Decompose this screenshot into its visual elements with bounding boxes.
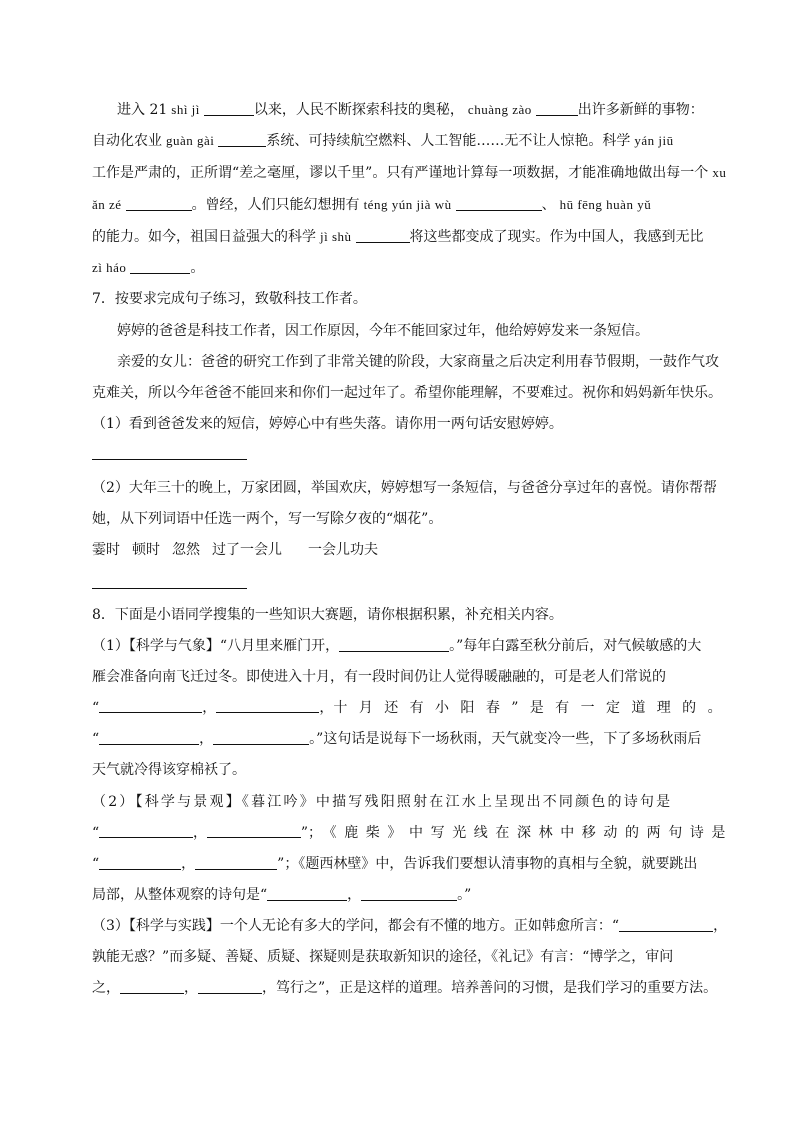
answer-blank[interactable] <box>213 730 309 745</box>
text: 自动化农业 <box>92 133 162 149</box>
answer-blank[interactable] <box>99 698 202 713</box>
text: 。”这句话是说每下一场秋雨，天气就变冷一些，下了多场秋雨后 <box>309 731 702 747</box>
text: ， <box>347 887 362 903</box>
text: ， <box>202 700 217 716</box>
text: ， <box>199 731 214 747</box>
text: 。曾经，人们只能幻想拥有 <box>191 197 360 213</box>
word-option: 过了一会儿 <box>212 542 282 558</box>
pinyin: zì háo <box>92 260 127 275</box>
answer-blank[interactable] <box>619 917 713 932</box>
question-7-message-line-1: 亲爱的女儿：爸爸的研究工作到了非常关键的阶段，大家商量之后决定利用春节假期，一鼓作气攻 <box>117 354 719 370</box>
text: “ <box>92 731 100 747</box>
text: 局部，从整体观察的诗句是“ <box>92 887 268 903</box>
passage-line-6 <box>92 258 204 278</box>
text: 、 <box>541 197 556 213</box>
text: ， <box>181 856 196 872</box>
text: “ <box>92 825 100 841</box>
question-8-part-1-line-1 <box>92 636 701 656</box>
question-7-intro: 婷婷的爸爸是科技工作者，因工作原因，今年不能回家过年，他给婷婷发来一条短信。 <box>117 323 649 339</box>
pinyin: guàn gài <box>166 133 215 148</box>
text: 。 <box>190 260 205 276</box>
pinyin: yán jiū <box>634 133 674 148</box>
passage-line-5 <box>92 227 704 247</box>
answer-blank[interactable] <box>195 855 277 870</box>
answer-blank[interactable] <box>204 101 254 116</box>
word-option: 顿时 <box>132 542 160 558</box>
text: “ <box>92 856 100 872</box>
question-8-part-3-line-1 <box>92 916 727 936</box>
answer-blank[interactable] <box>99 855 181 870</box>
question-7-title: 7．按要求完成句子练习，致敬科技工作者。 <box>92 291 367 307</box>
text: （1）【科学与气象】“八月里来雁门开， <box>92 638 340 654</box>
question-8-part-1-line-5: 天气就冷得该穿棉袄了。 <box>92 762 246 778</box>
answer-blank[interactable] <box>130 259 190 274</box>
question-8-title: 8．下面是小语同学搜集的一些知识大赛题，请你根据积累，补充相关内容。 <box>92 607 563 623</box>
pinyin: shì jì <box>171 102 200 117</box>
text: ” <box>300 825 308 841</box>
passage-line-2 <box>92 131 678 151</box>
answer-blank[interactable] <box>216 698 319 713</box>
question-8-part-2-line-2 <box>92 823 733 843</box>
passage-line-4 <box>92 195 655 215</box>
answer-blank[interactable] <box>99 730 199 745</box>
answer-blank[interactable] <box>99 823 193 838</box>
question-8-part-2-line-4 <box>92 885 471 905</box>
text: ， <box>713 918 728 934</box>
question-7-sub-1: （1）看到爸爸发来的短信，婷婷心中有些失落。请你用一两句话安慰婷婷。 <box>92 416 563 432</box>
text: ；《鹿柴》中写光线在深林中移动的两句诗是 <box>308 825 733 841</box>
pinyin: hū fēng huàn yǔ <box>559 197 652 212</box>
question-8-part-1-line-2: 雁会准备向南飞迁过冬。即使进入十月，有一段时间仍让人觉得暖融融的，可是老人们常说的 <box>92 669 666 685</box>
text: 出许多新鲜的事物： <box>577 102 704 118</box>
question-7-sub-2-line-1: （2）大年三十的晚上，万家团圆，举国欢庆，婷婷想写一条短信，与爸爸分享过年的喜悦。请你帮帮 <box>92 480 717 496</box>
question-7-message-line-2: 克难关，所以今年爸爸不能回来和你们一起过年了。希望你能理解，不要难过。祝你和妈妈新年快乐。 <box>92 385 722 401</box>
text: ， <box>193 825 207 841</box>
question-8-part-1-line-3 <box>92 698 733 718</box>
answer-blank[interactable] <box>267 886 347 901</box>
text: （3）【科学与实践】一个人无论有多大的学问，都会有不懂的地方。正如韩愈所言：“ <box>92 918 620 934</box>
pinyin: chuàng zào <box>467 102 532 117</box>
text: 将这些都变成了现实。作为中国人，我感到无比 <box>409 229 704 245</box>
pinyin: xu <box>712 165 727 180</box>
answer-line[interactable] <box>92 588 247 589</box>
question-8-part-1-line-4 <box>92 729 701 749</box>
pinyin: ǎn zé <box>92 197 122 212</box>
text: 。” <box>457 887 472 903</box>
text: 的能力。如今，祖国日益强大的科学 <box>92 229 316 245</box>
passage-line-3 <box>92 163 730 183</box>
pinyin: jì shù <box>320 229 352 244</box>
question-7-sub-2-line-2: 她，从下列词语中任选一两个，写一写除夕夜的“烟花”。 <box>92 511 443 527</box>
text: 工作是严肃的，正所谓“差之毫厘，谬以千里”。只有严谨地计算每一项数据，才能准确地做出每一个 <box>92 165 709 181</box>
answer-blank[interactable] <box>198 979 262 994</box>
text: ”；《题西林壁》中，告诉我们要想认清事物的真相与全貌，就要跳出 <box>277 856 698 872</box>
text: 之， <box>92 980 120 996</box>
word-option: 霎时 <box>92 542 120 558</box>
answer-blank[interactable] <box>456 196 542 211</box>
text: 。”每年白露至秋分前后，对气候敏感的大 <box>449 638 702 654</box>
answer-line[interactable] <box>92 459 247 460</box>
pinyin: téng yún jià wù <box>363 197 452 212</box>
answer-blank[interactable] <box>207 823 301 838</box>
answer-blank[interactable] <box>339 637 449 652</box>
word-option: 忽然 <box>172 542 200 558</box>
question-8-part-3-line-2: 孰能无惑？”而多疑、善疑、质疑、探疑则是获取新知识的途径，《礼记》有言：“博学之，审问 <box>92 949 674 965</box>
text: 系统、可持续航空燃料、人工智能……无不让人惊艳。科学 <box>266 133 631 149</box>
text: ， <box>184 980 198 996</box>
question-8-part-3-line-3 <box>92 978 717 998</box>
word-bank <box>92 540 378 560</box>
text: ，笃行之”，正是这样的道理。培养善问的习惯，是我们学习的重要方法。 <box>262 980 718 996</box>
word-option: 一会儿功夫 <box>308 542 378 558</box>
text: 进入 21 <box>117 102 168 118</box>
answer-blank[interactable] <box>218 132 266 147</box>
passage-line-1 <box>117 100 704 120</box>
text: 以来，人民不断探索科技的奥秘， <box>253 102 464 118</box>
text: ， <box>319 700 334 716</box>
answer-blank[interactable] <box>120 979 184 994</box>
answer-blank[interactable] <box>536 101 578 116</box>
text: 十月还有小阳春”是有一定道理的。 <box>333 700 733 716</box>
answer-blank[interactable] <box>356 228 410 243</box>
question-8-part-2-line-1: （2）【科学与景观】《暮江吟》中描写残阳照射在江水上呈现出不同颜色的诗句是 <box>92 794 673 810</box>
answer-blank[interactable] <box>361 886 457 901</box>
question-8-part-2-line-3 <box>92 854 697 874</box>
text: “ <box>92 700 100 716</box>
answer-blank[interactable] <box>126 196 192 211</box>
